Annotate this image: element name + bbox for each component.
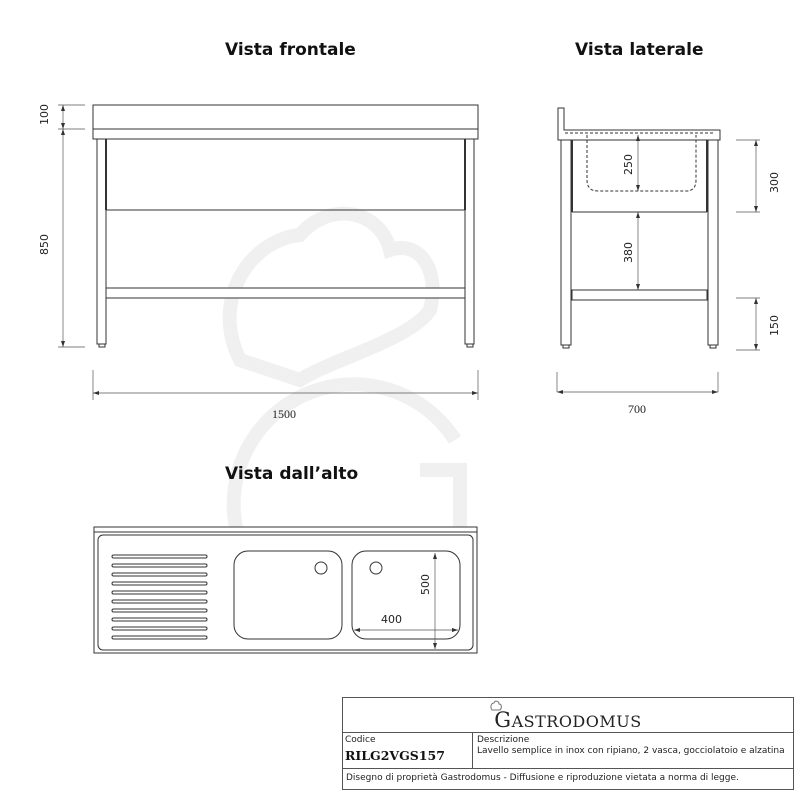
dim-top-basin-width: 400 <box>381 613 402 626</box>
front-view-drawing <box>93 105 478 347</box>
side-view-drawing <box>558 108 720 348</box>
title-block <box>342 697 794 790</box>
copyright-notice: Disegno di proprietà Gastrodomus - Diffusione e riproduzione vietata a norma di legge. <box>346 773 739 783</box>
description-label: Descrizione <box>477 735 530 745</box>
code-value: RILG2VGS157 <box>345 748 445 763</box>
code-cell <box>343 733 473 768</box>
dim-side-depth: 700 <box>628 402 646 416</box>
front-view-title: Vista frontale <box>225 40 356 60</box>
dim-front-top-height: 100 <box>38 104 51 125</box>
description-cell <box>473 733 793 768</box>
code-label: Codice <box>345 735 376 745</box>
side-view-title: Vista laterale <box>575 40 704 60</box>
top-view-title: Vista dall’alto <box>225 464 359 484</box>
side-dimensions <box>557 135 760 392</box>
dim-front-width: 1500 <box>272 407 296 421</box>
dim-side-basin-depth: 250 <box>622 154 635 175</box>
dim-side-upper: 300 <box>768 172 781 193</box>
dim-top-basin-length: 500 <box>419 574 432 595</box>
dim-front-height: 850 <box>38 234 51 255</box>
dim-side-lower: 150 <box>768 315 781 336</box>
brand-name: GASTRODOMUS <box>494 708 642 732</box>
brand-logo <box>343 698 793 733</box>
dim-side-under-basin: 380 <box>622 242 635 263</box>
description-value: Lavello semplice in inox con ripiano, 2 vasca, gocciolatoio e alzatina <box>477 746 785 756</box>
